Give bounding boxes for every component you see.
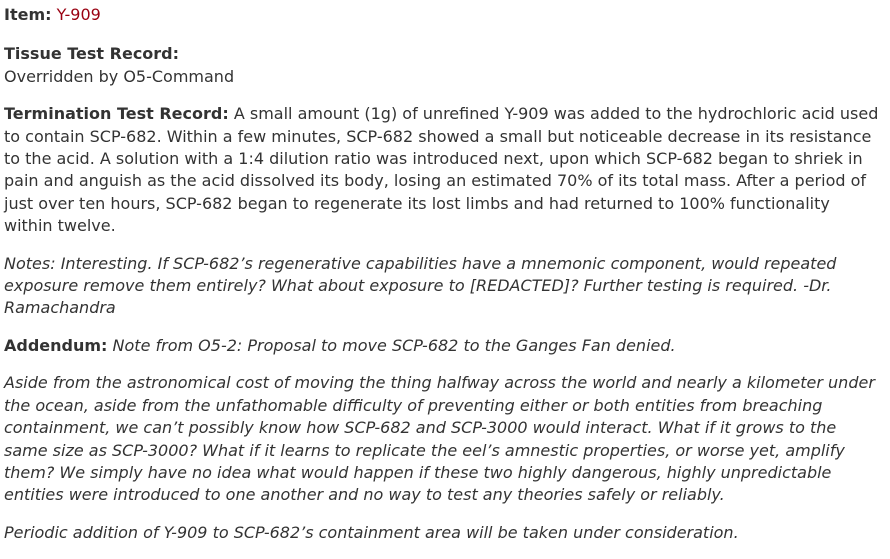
notes-text: Notes: Interesting. If SCP-682’s regenerative capabilities have a mnemonic component, would repeated exposure remove them entirely? What about exposure to [REDACTED]? Further testing is required. -Dr. Ramachandra [4,253,837,318]
item-line [4,4,882,26]
addendum-text: Note from O5-2: Proposal to move SCP-682 to the Ganges Fan denied. [112,335,676,355]
tissue-test-record [4,43,882,88]
aside-text: Aside from the astronomical cost of moving the thing halfway across the world and nearly a kilometer under the ocean, aside from the unfathomable difficulty of preventing either or both entities from breaching containment, we can’t possibly know how SCP-682 and SCP-3000 would interact. What if it grows to the same size as SCP-3000? What if it learns to replicate the eel’s amnestic properties, or worse yet, amplify them? We simply have no idea what would happen if these two highly dangerous, highly unpredictable entities were introduced to one another and no way to test any theories safely or reliably. [4,373,875,505]
termination-test-label: Termination Test Record: [4,104,229,124]
periodic-text: Periodic addition of Y-909 to SCP-682’s containment area will be taken under consideration. [4,522,739,542]
addendum-label: Addendum: [4,335,108,355]
termination-test-record [4,103,882,237]
item-label: Item: [4,5,52,24]
termination-test-text: A small amount (1g) of unrefined Y-909 was added to the hydrochloric acid used to contain SCP-682. Within a few minutes, SCP-682 showed a small but noticeable decrease in its resistance to the acid. A solution with a 1:4 dilution ratio was introduced next, upon which SCP-682 began to shriek in pain and anguish as the acid dissolved its body, losing an estimated 70% of its total mass. After a period of just over ten hours, SCP-682 began to regenerate its lost limbs and had returned to 100% functionality within twelve. [4,104,879,236]
addendum-paragraph [4,335,882,357]
periodic-paragraph [4,522,882,544]
item-link[interactable]: Y-909 [56,5,101,24]
aside-paragraph [4,372,882,506]
tissue-test-label: Tissue Test Record: [4,44,180,64]
notes-paragraph [4,253,882,320]
tissue-test-value: Overridden by O5-Command [4,66,235,86]
